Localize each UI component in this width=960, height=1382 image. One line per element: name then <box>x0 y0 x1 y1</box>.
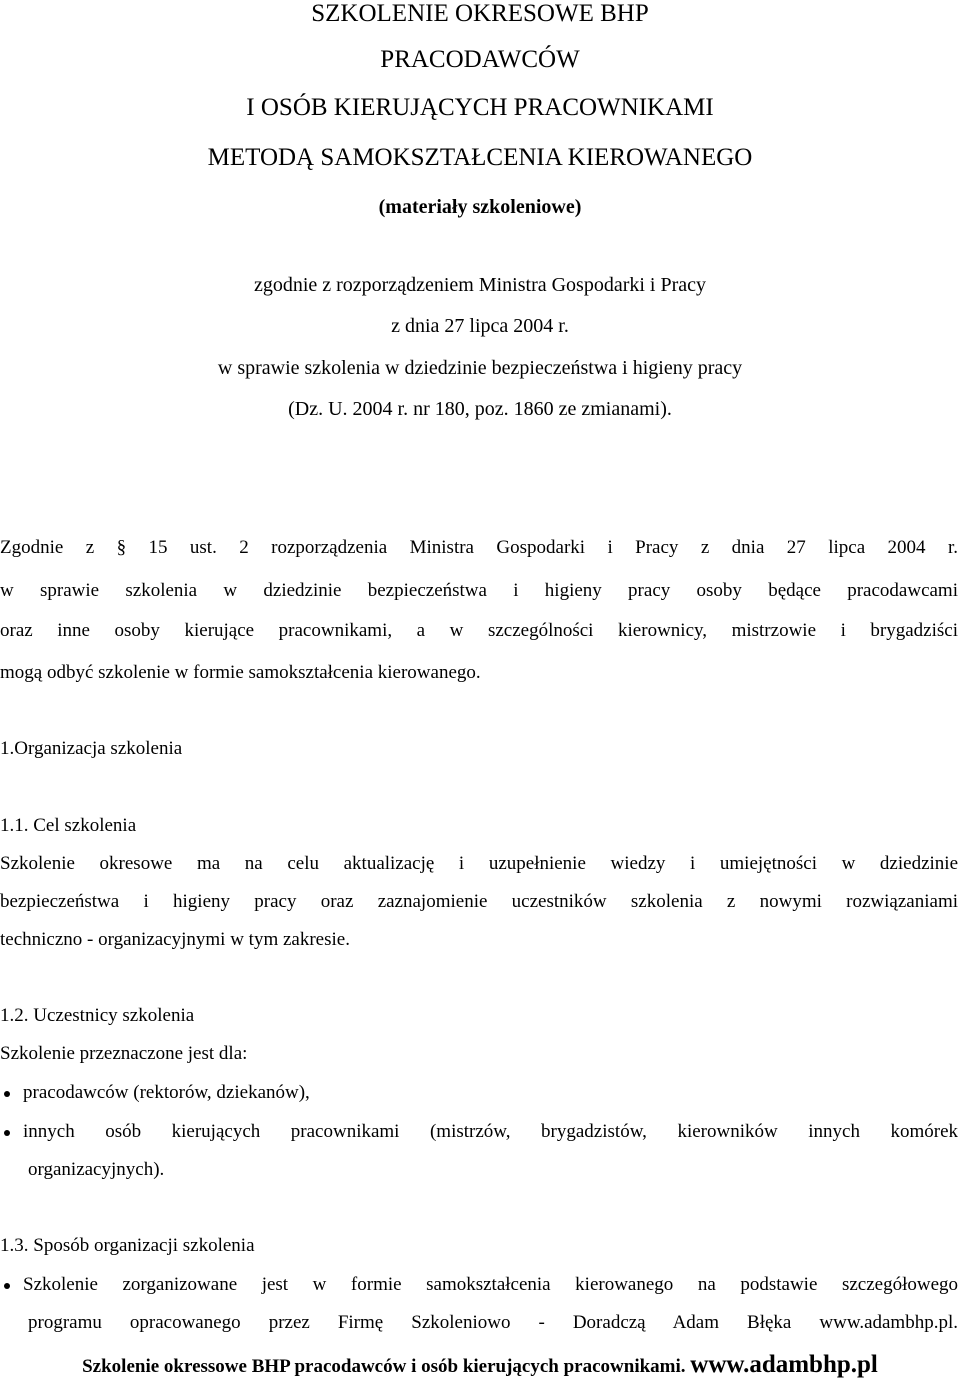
organization-bullet-line-1: Szkolenie zorganizowane jest w formie samokształcenia kierowanego na podstawie szczegółowego <box>23 1274 958 1295</box>
bullet-icon <box>4 1130 10 1136</box>
participant-bullet-1: pracodawców (rektorów, dziekanów), <box>23 1082 310 1103</box>
legal-line-2: z dnia 27 lipca 2004 r. <box>391 315 569 337</box>
participant-bullet-2-line-1: innych osób kierujących pracownikami (mistrzów, brygadzistów, kierowników innych komórek <box>23 1121 958 1142</box>
goal-line-1: Szkolenie okresowe ma na celu aktualizację i uzupełnienie wiedzy i umiejętności w dziedzinie <box>0 853 958 874</box>
intro-line-3: oraz inne osoby kierujące pracownikami, a w szczególności kierownicy, mistrzowie i brygadziści <box>0 620 958 641</box>
footer-url: www.adambhp.pl <box>690 1351 878 1378</box>
organization-bullet-line-2: programu opracowanego przez Firmę Szkoleniowo - Doradczą Adam Błęka www.adambhp.pl. <box>28 1312 958 1333</box>
title-line-3: I OSÓB KIERUJĄCYCH PRACOWNIKAMI <box>246 94 714 121</box>
intro-line-4: mogą odbyć szkolenie w formie samokształcenia kierowanego. <box>0 662 481 683</box>
section-heading-1: 1.Organizacja szkolenia <box>0 738 183 759</box>
bullet-icon <box>4 1091 10 1097</box>
bullet-icon <box>4 1283 10 1289</box>
subsection-heading-1-1: 1.1. Cel szkolenia <box>0 815 137 836</box>
legal-line-3: w sprawie szkolenia w dziedzinie bezpieczeństwa i higieny pracy <box>217 357 743 379</box>
goal-line-2: bezpieczeństwa i higieny pracy oraz zaznajomienie uczestników szkolenia z nowymi rozwiązaniami <box>0 891 958 912</box>
goal-line-3: techniczno - organizacyjnymi w tym zakresie. <box>0 929 350 950</box>
subsection-heading-1-2: 1.2. Uczestnicy szkolenia <box>0 1005 195 1026</box>
title-line-1: SZKOLENIE OKRESOWE BHP <box>311 0 649 27</box>
intro-line-1: Zgodnie z § 15 ust. 2 rozporządzenia Ministra Gospodarki i Pracy z dnia 27 lipca 2004 r. <box>0 537 958 558</box>
title-line-2: PRACODAWCÓW <box>380 46 580 73</box>
subsection-heading-1-3: 1.3. Sposób organizacji szkolenia <box>0 1235 255 1256</box>
legal-line-1: zgodnie z rozporządzeniem Ministra Gospodarki i Pracy <box>253 274 707 296</box>
footer-text: Szkolenie okressowe BHP pracodawców i osób kierujących pracownikami. <box>82 1356 686 1377</box>
participant-bullet-2-line-2: organizacyjnych). <box>28 1159 165 1180</box>
participants-intro: Szkolenie przeznaczone jest dla: <box>0 1043 248 1064</box>
legal-line-4: (Dz. U. 2004 r. nr 180, poz. 1860 ze zmianami). <box>288 398 672 420</box>
title-line-4: METODĄ SAMOKSZTAŁCENIA KIEROWANEGO <box>207 144 753 171</box>
page-footer <box>0 1350 960 1382</box>
subtitle: (materiały szkoleniowe) <box>378 196 582 218</box>
intro-line-2: w sprawie szkolenia w dziedzinie bezpieczeństwa i higieny pracy osoby będące pracodawcami <box>0 580 958 601</box>
